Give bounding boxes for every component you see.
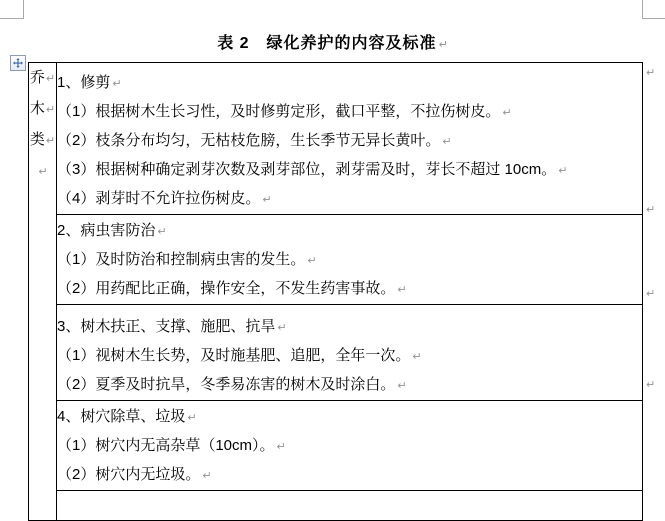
table-text-line: 2、病虫害防治 ↵	[57, 222, 167, 239]
table-text-line: （1）视树木生长势，及时施基肥、追肥，全年一次。 ↵	[57, 347, 422, 364]
category-char-line: 类↵	[29, 131, 56, 148]
table-text-line: （4）剥芽时不允许拉伤树皮。 ↵	[57, 190, 272, 207]
end-of-row-mark: ↵	[646, 204, 656, 216]
paragraph-mark: ↵	[45, 73, 56, 85]
margin-corner-mark-right	[642, 0, 665, 19]
table-move-handle[interactable]	[10, 55, 26, 71]
table-text-line: 3、树木扶正、支撑、施肥、抗旱 ↵	[57, 318, 287, 335]
paragraph-mark: ↵	[187, 412, 197, 424]
category-empty-line	[29, 156, 56, 187]
paragraph-mark: ↵	[438, 39, 448, 51]
paragraph-mark: ↵	[45, 104, 56, 116]
paragraph-mark: ↵	[442, 136, 452, 148]
maintenance-table	[28, 62, 643, 521]
paragraph-mark: ↵	[45, 135, 56, 147]
support-fertilize-cell[interactable]	[57, 305, 643, 401]
table-text-line: （2）用药配比正确，操作安全，不发生药害事故。 ↵	[57, 280, 407, 297]
category-char-line: 乔↵	[29, 69, 56, 86]
table-text-line: （1）根据树木生长习性，及时修剪定形，截口平整，不拉伤树皮。 ↵	[57, 103, 512, 120]
table-text-line: 1、修剪 ↵	[57, 74, 122, 91]
end-of-row-mark: ↵	[646, 67, 656, 79]
next-row-cell[interactable]	[57, 491, 643, 521]
table-text-line: （2）枝条分布均匀，无枯枝危膀，生长季节无异长黄叶。 ↵	[57, 132, 452, 149]
paragraph-mark: ↵	[202, 470, 212, 482]
table-row	[29, 305, 643, 401]
paragraph-mark: ↵	[412, 351, 422, 363]
paragraph-mark: ↵	[157, 226, 167, 238]
paragraph-mark: ↵	[276, 441, 286, 453]
move-icon	[13, 58, 23, 68]
paragraph-mark: ↵	[397, 284, 407, 296]
category-char-line: 木↵	[29, 100, 56, 117]
pruning-cell[interactable]	[57, 63, 643, 215]
table-row	[29, 215, 643, 305]
table-text-line: （2）树穴内无垃圾。 ↵	[57, 466, 212, 483]
table-row	[29, 401, 643, 491]
pest-control-cell[interactable]	[57, 215, 643, 305]
table-text-line: （1）树穴内无高杂草（10cm）。 ↵	[57, 437, 286, 454]
paragraph-mark: ↵	[558, 165, 568, 177]
table-text-line: 4、树穴除草、垃圾 ↵	[57, 408, 197, 425]
table-text-line: （3）根据树种确定剥芽次数及剥芽部位，剥芽需及时，芽长不超过 10cm。 ↵	[57, 161, 568, 178]
paragraph-mark: ↵	[502, 107, 512, 119]
paragraph-mark: ↵	[262, 194, 272, 206]
paragraph-mark: ↵	[397, 380, 407, 392]
paragraph-mark: ↵	[38, 166, 48, 178]
paragraph-mark: ↵	[277, 322, 287, 334]
paragraph-mark: ↵	[307, 255, 317, 267]
table-text-line: （2）夏季及时抗旱，冬季易冻害的树木及时涂白。 ↵	[57, 376, 407, 393]
tree-category-cell[interactable]	[29, 63, 57, 521]
weeding-cell[interactable]	[57, 401, 643, 491]
table-row-cutoff	[29, 491, 643, 521]
end-of-row-mark: ↵	[646, 379, 656, 391]
table-caption: 表 2 绿化养护的内容及标准	[217, 35, 437, 52]
margin-corner-mark-left	[0, 0, 24, 19]
end-of-row-mark: ↵	[646, 288, 656, 300]
table-text-line: （1）及时防治和控制病虫害的发生。 ↵	[57, 251, 317, 268]
table-caption-row[interactable]	[0, 30, 665, 53]
paragraph-mark: ↵	[112, 78, 122, 90]
table-row	[29, 63, 643, 215]
